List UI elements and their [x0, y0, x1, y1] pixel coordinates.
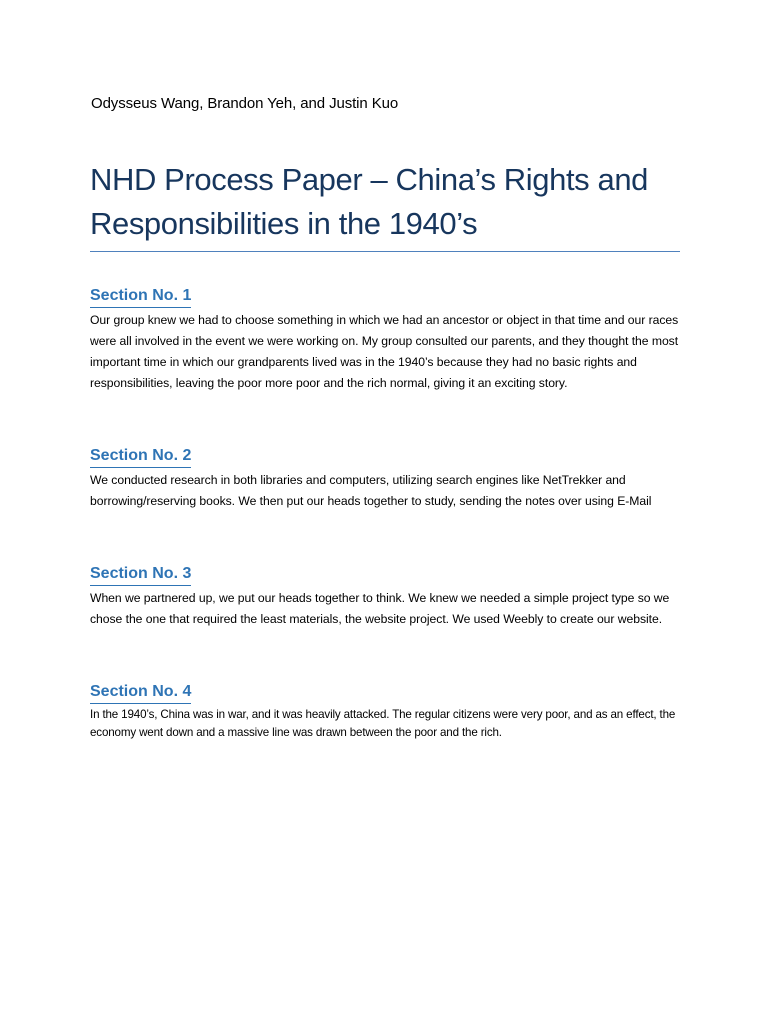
- section-2: [90, 445, 690, 512]
- section-4: [90, 681, 690, 742]
- section-4-body: In the 1940’s, China was in war, and it was heavily attacked. The regular citizens were very poor, and as an effect, the economy went down and a massive line was drawn between the poor and the rich.: [90, 708, 676, 739]
- author-line: Odysseus Wang, Brandon Yeh, and Justin Kuo: [91, 95, 399, 112]
- section-1-body: Our group knew we had to choose something in which we had an ancestor or object in that time and our races were all involved in the event we were working on. My group consulted our parents, and they thought the most important time in which our grandparents lived was in the 1940’s because they had no basic rights and responsibilities, leaving the poor more poor and the rich normal, giving it an exciting story.: [90, 313, 679, 390]
- section-2-body: We conducted research in both libraries and computers, utilizing search engines like NetTrekker and borrowing/reserving books. We then put our heads together to study, sending the notes over using E-Mail: [90, 473, 652, 508]
- document-title: NHD Process Paper – China’s Rights and Responsibilities in the 1940’s: [90, 162, 648, 241]
- section-1-heading: Section No. 1: [90, 285, 191, 308]
- section-4-heading: Section No. 4: [90, 681, 191, 704]
- section-2-heading: Section No. 2: [90, 445, 191, 468]
- section-3-heading: Section No. 3: [90, 563, 191, 586]
- title-divider: [90, 251, 680, 252]
- section-1: [90, 285, 690, 394]
- section-3-body: When we partnered up, we put our heads together to think. We knew we needed a simple project type so we chose the one that required the least materials, the website project. We used Weebly to create our website.: [90, 591, 670, 626]
- section-3: [90, 563, 690, 630]
